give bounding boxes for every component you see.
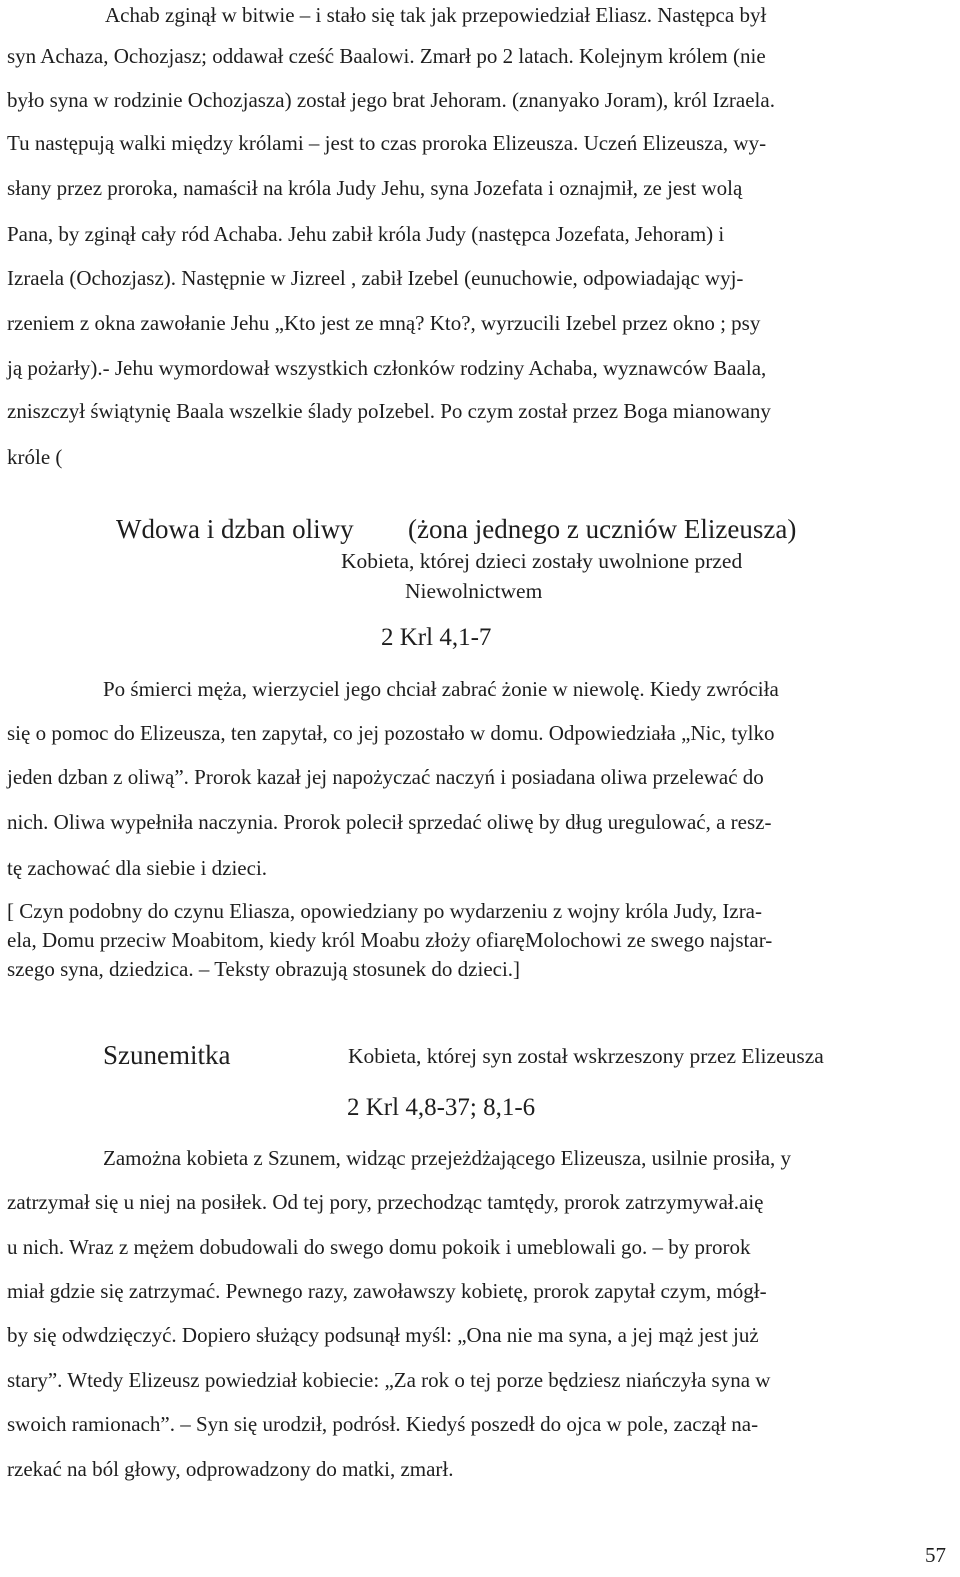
text-line: słany przez proroka, namaścił na króla Judy Jehu, syna Jozefata i oznajmił, ze jest wolą bbox=[7, 176, 743, 200]
text-line: Izraela (Ochozjasz). Następnie w Jizreel , zabił Izebel (eunuchowie, odpowiadając wyj- bbox=[7, 266, 744, 290]
text-line: króle ( bbox=[7, 445, 63, 469]
text-line: nich. Oliwa wypełniła naczynia. Prorok polecił sprzedać oliwę by dług uregulować, a resz- bbox=[7, 810, 772, 834]
section-title: Szunemitka bbox=[103, 1040, 231, 1070]
text-line: szego syna, dziedzica. – Teksty obrazują stosunek do dzieci.] bbox=[7, 957, 521, 981]
text-line: syn Achaza, Ochozjasz; oddawał cześć Baalowi. Zmarł po 2 latach. Kolejnym królem (nie bbox=[7, 44, 766, 68]
page-number: 57 bbox=[925, 1543, 946, 1567]
text-line: ela, Domu przeciw Moabitom, kiedy król Moabu złoży ofiaręMolochowi ze swego najstar- bbox=[7, 928, 773, 952]
section-subtitle: Kobieta, której syn został wskrzeszony przez Elizeusza bbox=[348, 1044, 824, 1068]
text-line: u nich. Wraz z mężem dobudowali do swego domu pokoik i umeblowali go. – by prorok bbox=[7, 1235, 751, 1259]
text-line: by się odwdzięczyć. Dopiero służący podsunął myśl: „Ona nie ma syna, a jej mąż jest już bbox=[7, 1323, 759, 1347]
text-line: stary”. Wtedy Elizeusz powiedział kobiecie: „Za rok o tej porze będziesz niańczyła syna w bbox=[7, 1368, 771, 1392]
text-line: Po śmierci męża, wierzyciel jego chciał zabrać żonie w niewolę. Kiedy zwróciła bbox=[103, 677, 779, 701]
text-line: Achab zginął w bitwie – i stało się tak jak przepowiedział Eliasz. Następca był bbox=[105, 3, 767, 27]
section-title: Wdowa i dzban oliwy bbox=[116, 514, 354, 544]
text-line: Tu następują walki między królami – jest to czas proroka Elizeusza. Uczeń Elizeusza, wy- bbox=[7, 131, 767, 155]
text-line: rzeniem z okna zawołanie Jehu „Kto jest ze mną? Kto?, wyrzucili Izebel przez okno ; psy bbox=[7, 311, 761, 335]
text-line: się o pomoc do Elizeusza, ten zapytał, co jej pozostało w domu. Odpowiedziała „Nic, tylko bbox=[7, 721, 775, 745]
text-line: rzekać na ból głowy, odprowadzony do matki, zmarł. bbox=[7, 1457, 454, 1481]
text-line: tę zachować dla siebie i dzieci. bbox=[7, 856, 268, 880]
text-line: miał gdzie się zatrzymać. Pewnego razy, zawoławszy kobietę, prorok zapytał czym, mógł- bbox=[7, 1279, 767, 1303]
text-line: swoich ramionach”. – Syn się urodził, podrósł. Kiedyś poszedł do ojca w pole, zaczął na- bbox=[7, 1412, 759, 1436]
bible-reference: 2 Krl 4,1-7 bbox=[381, 624, 492, 651]
text-line: jeden dzban z oliwą”. Prorok kazał jej napożyczać naczyń i posiadana oliwa przelewać do bbox=[7, 765, 764, 789]
section-subtitle: Kobieta, której dzieci zostały uwolnione przed bbox=[341, 549, 743, 573]
text-line: ją pożarły).- Jehu wymordował wszystkich członków rodziny Achaba, wyznawców Baala, bbox=[7, 356, 767, 380]
text-line: [ Czyn podobny do czynu Eliasza, opowiedziany po wydarzeniu z wojny króla Judy, Izra- bbox=[7, 899, 762, 923]
section-subtitle: Niewolnictwem bbox=[405, 579, 543, 603]
section-title-note: (żona jednego z uczniów Elizeusza) bbox=[408, 514, 797, 544]
text-line: zatrzymał się u niej na posiłek. Od tej pory, przechodząc tamtędy, prorok zatrzymywał.aię bbox=[7, 1190, 764, 1214]
text-line: zniszczył świątynię Baala wszelkie ślady poIzebel. Po czym został przez Boga mianowany bbox=[7, 399, 771, 423]
text-line: Zamożna kobieta z Szunem, widząc przejeżdżającego Elizeusza, usilnie prosiła, y bbox=[103, 1146, 792, 1170]
bible-reference: 2 Krl 4,8-37; 8,1-6 bbox=[347, 1094, 536, 1121]
text-line: Pana, by zginął cały ród Achaba. Jehu zabił króla Judy (następca Jozefata, Jehoram) i bbox=[7, 222, 725, 246]
text-line: było syna w rodzinie Ochozjasza) został jego brat Jehoram. (znanyako Joram), król Izraela. bbox=[7, 88, 775, 112]
